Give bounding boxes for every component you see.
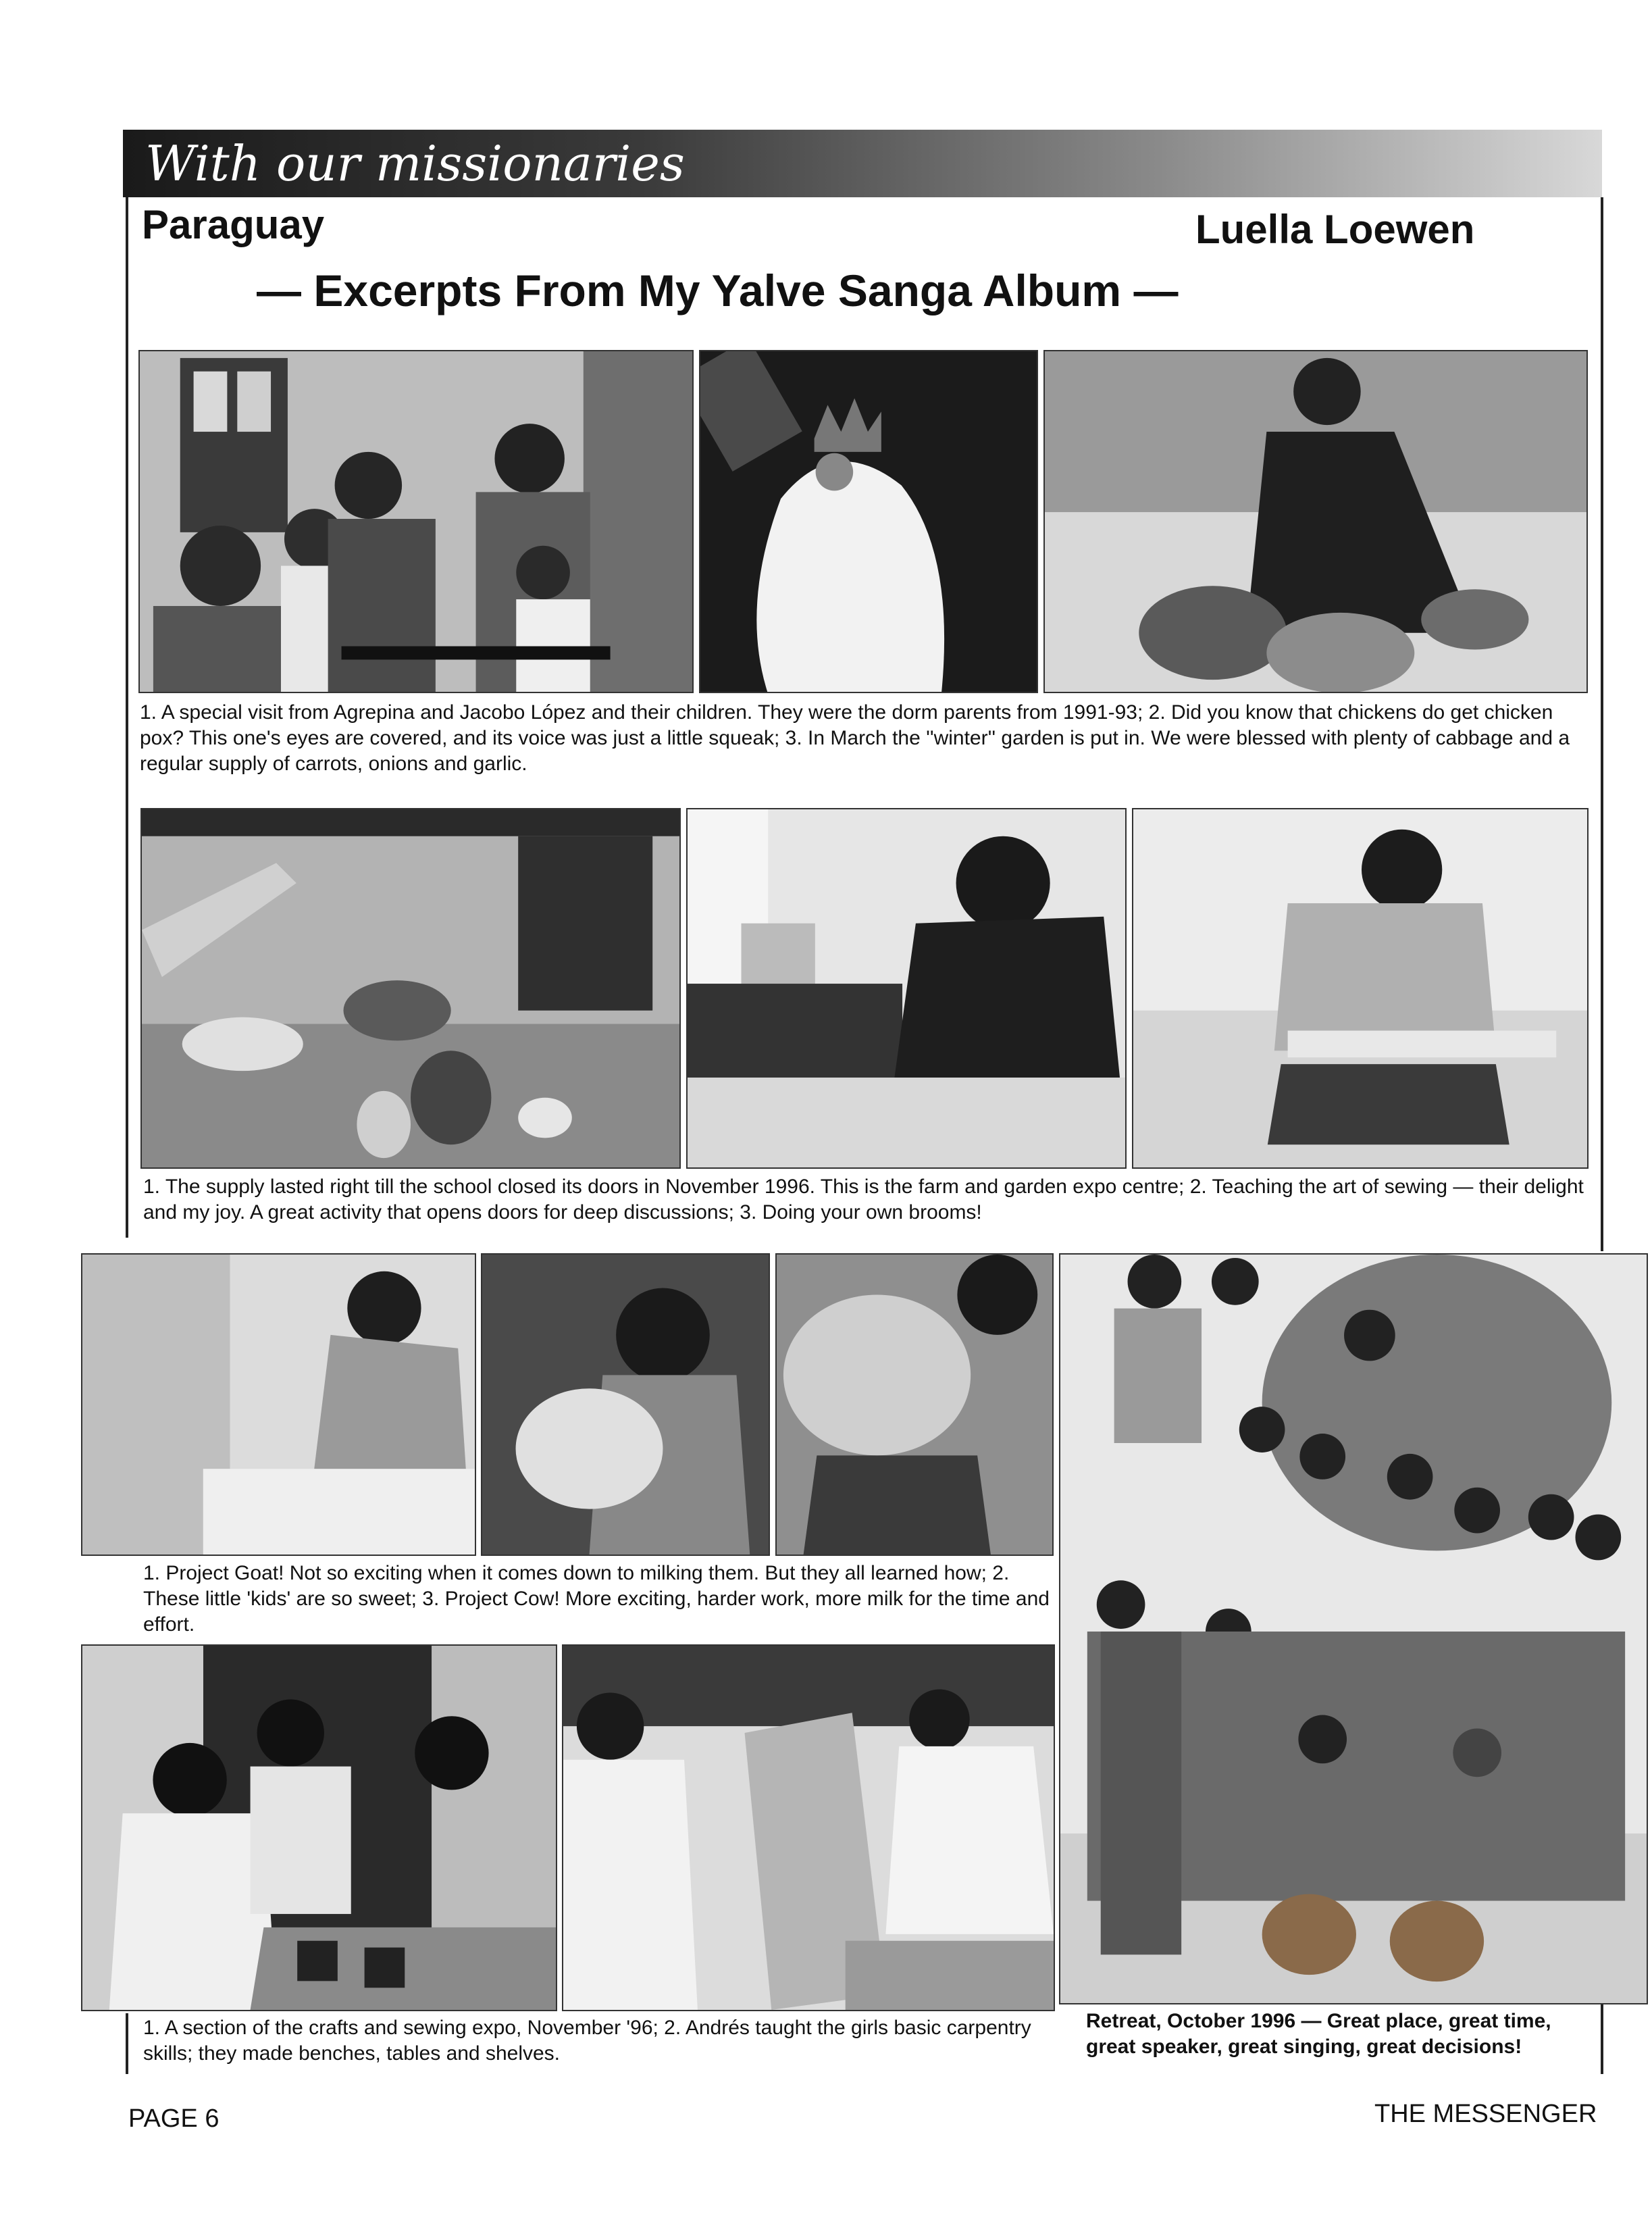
photo-cow-milking — [775, 1253, 1054, 1556]
section-banner-title: With our missionaries — [145, 135, 685, 192]
caption-row-3: 1. Project Goat! Not so exciting when it comes down to milking them. But they all learned how; 2. These little 'kids' are so sweet; 3. Project Cow! More exciting, harder work, more milk for the time and effort. — [143, 1562, 1050, 1636]
page-number: PAGE 6 — [128, 2104, 220, 2133]
photo-farm-expo — [140, 808, 681, 1169]
frame-left-rule-lower — [126, 2013, 128, 2074]
article-headline: — Excerpts From My Yalve Sanga Album — — [257, 266, 1179, 315]
photo-goat-milking — [81, 1253, 476, 1556]
photo-broom-making — [1132, 808, 1589, 1169]
photo-carpentry-lesson — [562, 1644, 1055, 2011]
frame-right-rule — [1601, 197, 1603, 1251]
caption-retreat: Retreat, October 1996 — Great place, great time, great speaker, great singing, great decisions! — [1086, 2010, 1551, 2058]
photo-crafts-expo — [81, 1644, 557, 2011]
frame-right-rule-lower — [1601, 2000, 1603, 2074]
caption-row-4: 1. A section of the crafts and sewing expo, November '96; 2. Andrés taught the girls basic carpentry skills; they made benches, tables and shelves. — [143, 2017, 1031, 2065]
publication-name: THE MESSENGER — [1374, 2100, 1597, 2128]
frame-left-rule — [126, 197, 128, 1238]
photo-sewing-lesson — [686, 808, 1127, 1169]
caption-row-2: 1. The supply lasted right till the school closed its doors in November 1996. This is the farm and garden expo centre; 2. Teaching the art of sewing — their delight and my joy. A great activity that opens doors for deep discussions; 3. Doing your own brooms! — [143, 1176, 1584, 1223]
caption-row-1: 1. A special visit from Agrepina and Jacobo López and their children. They were the dorm parents from 1991-93; 2. Did you know that chickens do get chicken pox? This one's eyes are covered, and its voice was just a little squeak; 3. In March the ''winter'' garden is put in. We were blessed with plenty of cabbage and a regular supply of carrots, onions and garlic. — [140, 701, 1570, 775]
author-name: Luella Loewen — [1195, 207, 1475, 252]
photo-rooster — [699, 350, 1038, 693]
country-title: Paraguay — [142, 202, 325, 247]
photo-lopez-family — [138, 350, 694, 693]
photo-boy-with-kid-goat — [481, 1253, 770, 1556]
photo-cabbage-garden — [1043, 350, 1588, 693]
photo-retreat-group — [1059, 1253, 1648, 2004]
